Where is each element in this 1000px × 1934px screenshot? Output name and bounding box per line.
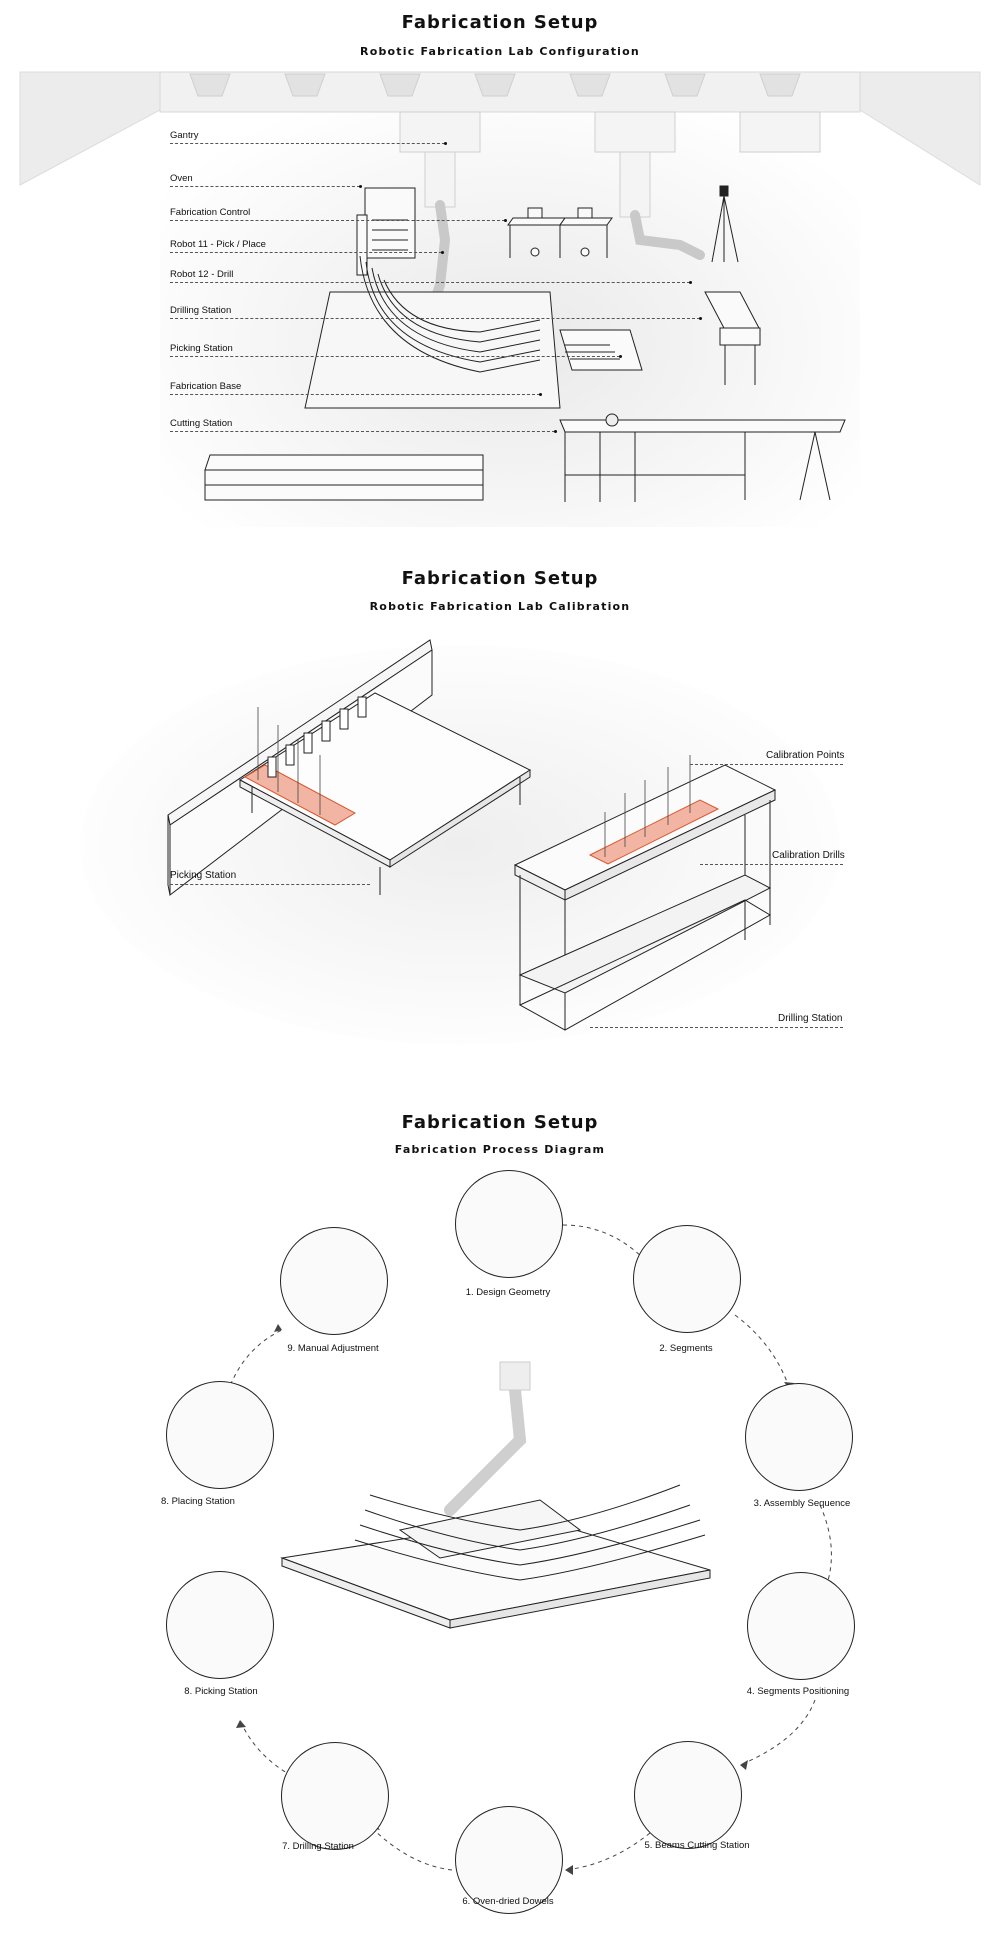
leader-calibration-points <box>690 764 843 765</box>
step-circle-beams-cutting <box>634 1741 742 1849</box>
section-subtitle: Robotic Fabrication Lab Calibration <box>369 600 631 613</box>
label-gantry: Gantry <box>170 130 199 141</box>
step-label-oven-dried-dowels: 6. Oven-dried Dowels <box>462 1896 554 1907</box>
anchor-robot-12 <box>689 281 692 284</box>
leader-cutting-station <box>170 431 555 432</box>
label-drilling-station: Drilling Station <box>170 305 232 316</box>
section-subtitle: Robotic Fabrication Lab Configuration <box>360 45 640 58</box>
step-label-design-geometry: 1. Design Geometry <box>465 1287 551 1298</box>
leader-calibration-drills <box>700 864 843 865</box>
label-fabrication-control: Fabrication Control <box>170 207 251 218</box>
label-cutting-station: Cutting Station <box>170 418 233 429</box>
step-circle-assembly-sequence <box>745 1383 853 1491</box>
step-label-placing-station: 8. Placing Station <box>161 1496 235 1507</box>
section-title: Fabrication Setup <box>401 1112 599 1133</box>
leader-picking-station <box>170 884 370 885</box>
leader-fabrication-base <box>170 394 540 395</box>
step-circle-design-geometry <box>455 1170 563 1278</box>
leader-gantry <box>170 143 445 144</box>
section-lab-calibration <box>0 555 1000 1075</box>
section-title: Fabrication Setup <box>401 12 599 33</box>
step-label-manual-adjustment: 9. Manual Adjustment <box>287 1343 379 1354</box>
step-circle-placing-station <box>166 1381 274 1489</box>
anchor-drilling-station <box>699 317 702 320</box>
anchor-fabrication-control <box>504 219 507 222</box>
step-label-beams-cutting: 5. Beams Cutting Station <box>644 1840 750 1851</box>
label-oven: Oven <box>170 173 193 184</box>
section-process-diagram <box>0 1100 1000 1934</box>
step-circle-manual-adjustment <box>280 1227 388 1335</box>
anchor-fabrication-base <box>539 393 542 396</box>
anchor-picking-station <box>619 355 622 358</box>
leader-drilling-station <box>590 1027 843 1028</box>
anchor-oven <box>359 185 362 188</box>
step-label-segments: 2. Segments <box>659 1343 713 1354</box>
label-fabrication-base: Fabrication Base <box>170 381 242 392</box>
leader-picking-station <box>170 356 620 357</box>
anchor-gantry <box>444 142 447 145</box>
label-robot-12: Robot 12 - Drill <box>170 269 234 280</box>
step-circle-picking-station <box>166 1571 274 1679</box>
step-circle-drilling-station <box>281 1742 389 1850</box>
lab-calibration-drawing <box>0 555 1000 1075</box>
leader-robot-11 <box>170 252 442 253</box>
leader-fabrication-control <box>170 220 505 221</box>
leader-drilling-station <box>170 318 700 319</box>
label-calibration-drills: Calibration Drills <box>772 850 845 861</box>
label-drilling-station: Drilling Station <box>778 1013 843 1024</box>
step-label-picking-station: 8. Picking Station <box>184 1686 258 1697</box>
label-picking-station: Picking Station <box>170 343 233 354</box>
label-calibration-points: Calibration Points <box>766 750 845 761</box>
anchor-cutting-station <box>554 430 557 433</box>
section-lab-configuration <box>0 0 1000 540</box>
leader-oven <box>170 186 360 187</box>
step-circle-segments-positioning <box>747 1572 855 1680</box>
anchor-robot-11 <box>441 251 444 254</box>
step-label-assembly-sequence: 3. Assembly Sequence <box>753 1498 851 1509</box>
section-title: Fabrication Setup <box>401 568 599 589</box>
label-picking-station: Picking Station <box>170 870 237 881</box>
label-robot-11: Robot 11 - Pick / Place <box>170 239 266 250</box>
step-label-segments-positioning: 4. Segments Positioning <box>746 1686 850 1697</box>
section-subtitle: Fabrication Process Diagram <box>394 1143 606 1156</box>
leader-robot-12 <box>170 282 690 283</box>
step-label-drilling-station: 7. Drilling Station <box>282 1841 354 1852</box>
step-circle-segments <box>633 1225 741 1333</box>
lab-configuration-drawing <box>0 0 1000 540</box>
